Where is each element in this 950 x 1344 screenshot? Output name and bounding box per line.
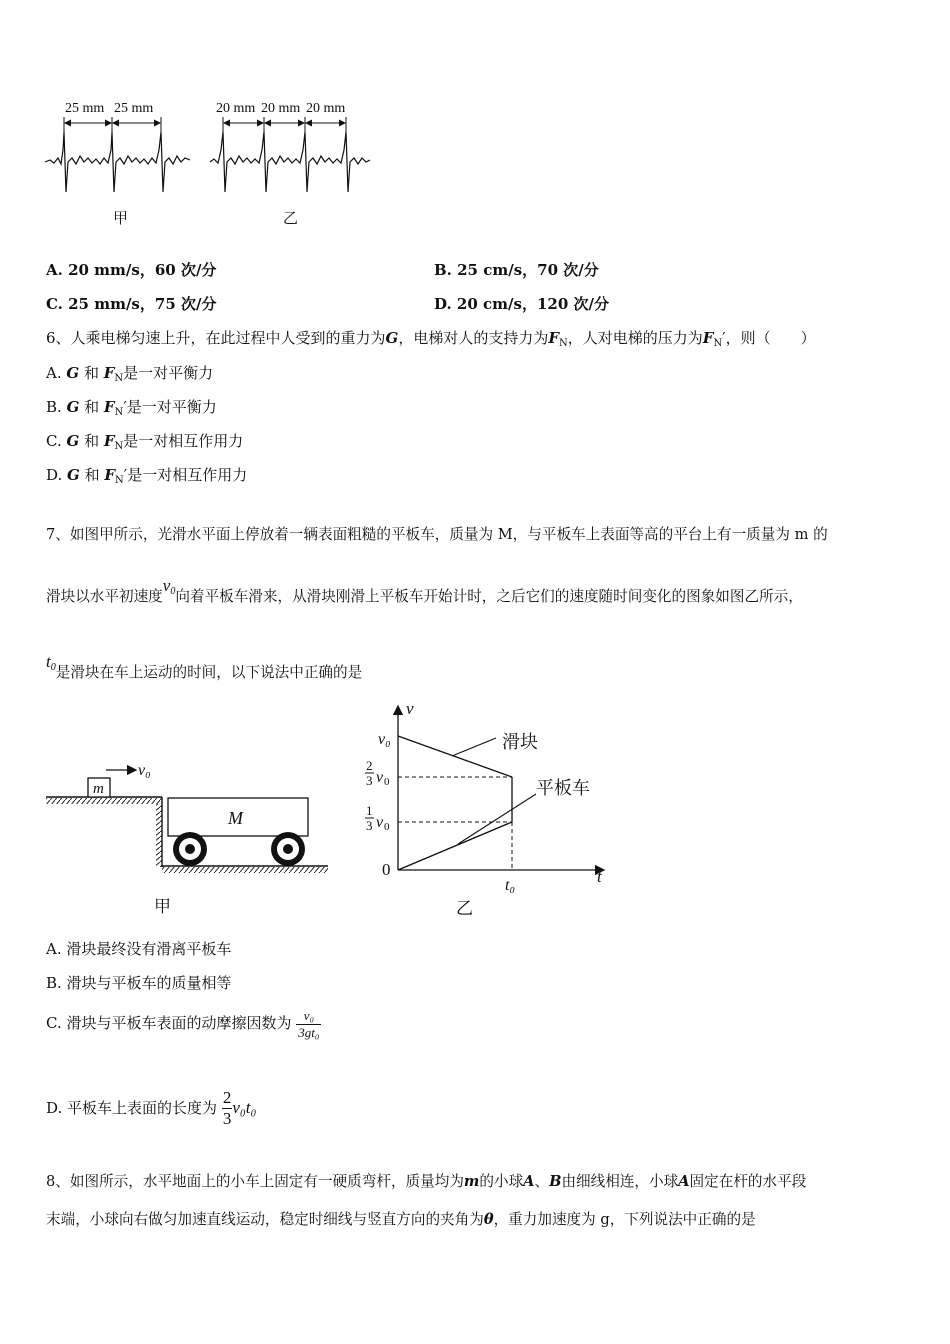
q6-b-end: 是一对平衡力 — [126, 398, 217, 416]
q6-stem-pre: 6、人乘电梯匀速上升，在此过程中人受到的重力为 — [46, 329, 386, 347]
q7-graph-v0: v₀ — [378, 731, 391, 748]
q7-graph-v-label: v — [406, 699, 414, 718]
q6-fn-prime-symbol: F — [702, 329, 714, 347]
q6-c-mid: 和 — [79, 432, 104, 450]
q7-wheel-left — [173, 832, 207, 866]
q6-d-pre: D. — [46, 466, 68, 484]
q8-line-2: 末端，小球向右做匀加速直线运动，稳定时细线与竖直方向的夹角为θ，重力加速度为 g，下列说法中正确的是 — [46, 1211, 756, 1228]
q6-a-mid: 和 — [79, 364, 104, 382]
q7-graph-t-label: t — [597, 867, 602, 886]
q7-line3-post: 是滑块在车上运动的时间，以下说法中正确的是 — [55, 664, 363, 681]
q7-graph-origin: 0 — [382, 860, 391, 879]
q6-option-c[interactable] — [46, 432, 243, 453]
q6-b-prime: ′ — [123, 398, 127, 416]
ecg-figure — [40, 92, 380, 232]
q7-cart-label: M — [228, 808, 243, 828]
q6-prime: ′ — [722, 329, 726, 347]
svg-text:v: v — [376, 814, 384, 831]
q6-a-end: 是一对平衡力 — [123, 364, 214, 382]
q7-graph-slider-label: 滑块 — [502, 732, 538, 752]
q7-option-c[interactable] — [46, 1008, 321, 1040]
q6-c-pre: C. — [46, 432, 67, 450]
q6-a-pre: A. — [46, 364, 67, 382]
ecg-right-caption: 乙 — [283, 211, 299, 227]
svg-text:v: v — [376, 769, 384, 786]
q6-g-symbol: G — [385, 329, 399, 347]
q7-line2-post: 向着平板车滑来，从滑块刚滑上平板车开始计时，之后它们的速度随时间变化的图象如图乙所示， — [175, 588, 803, 605]
q7-option-d[interactable] — [46, 1088, 256, 1130]
q6-d-sub: N — [115, 475, 124, 486]
q6-b-g: G — [66, 398, 80, 416]
q7-block-label: m — [93, 781, 104, 797]
q6-a-g: G — [66, 364, 80, 382]
q6-option-a[interactable] — [46, 364, 213, 385]
q7-d-fraction: $\frac{2}{3}$ — [222, 1088, 232, 1129]
q7-v0: $v_0$ — [162, 576, 176, 597]
q6-a-f: F — [103, 364, 115, 382]
q7-d-tail: v₀t₀ — [232, 1097, 257, 1117]
q6-a-sub: N — [114, 373, 124, 384]
q7-figure-cart — [40, 752, 340, 922]
q7-wheel-right — [271, 832, 305, 866]
q7-graph-t0: t₀ — [505, 877, 516, 894]
q6-fn-prime-sub: N — [713, 338, 723, 349]
svg-text:0: 0 — [384, 821, 390, 833]
q7-c-pre: C. 滑块与平板车表面的动摩擦因数为 — [46, 1014, 292, 1033]
q7-figure-graph — [360, 698, 620, 923]
q6-fn-sub: N — [559, 338, 568, 349]
ecg-left-trace — [45, 132, 190, 192]
q5-option-a[interactable]: A. 20 mm/s，60 次/分 — [46, 261, 217, 279]
q7-graph-cart-label: 平板车 — [536, 778, 590, 798]
q7-line2-pre: 滑块以水平初速度 — [46, 588, 163, 605]
q8-line-1: 8、如图所示，水平地面上的小车上固定有一硬质弯杆，质量均为m的小球A、B由细线相连，小球A固定在杆的水平段 — [46, 1173, 807, 1190]
q7-line-3 — [46, 652, 363, 681]
q6-stem-mid2: ，人对电梯的压力为 — [567, 329, 703, 347]
q6-d-mid: 和 — [79, 466, 105, 484]
q7-c-fraction: $\frac{\text{v₀}}{\text{3gt₀}}$ — [298, 1008, 320, 1040]
q6-c-f: F — [103, 432, 115, 450]
q6-d-f: F — [104, 466, 116, 484]
q7-t0: $t_0$ — [46, 652, 56, 673]
q7-fig-right-caption: 乙 — [456, 899, 473, 918]
q6-d-g: G — [67, 466, 80, 484]
q7-line-2 — [46, 576, 803, 605]
q6-stem-mid: ，电梯对人的支持力为 — [398, 329, 549, 347]
ecg-right-trace — [210, 132, 370, 192]
q6-b-pre: B. — [46, 398, 67, 416]
q6-b-sub: N — [114, 407, 124, 418]
q6-option-b[interactable] — [46, 398, 217, 419]
q5-option-c[interactable]: C. 25 mm/s，75 次/分 — [46, 295, 217, 313]
svg-text:3: 3 — [366, 773, 373, 788]
q6-c-sub: N — [114, 441, 124, 452]
q6-stem-end: ，则（ ） — [725, 329, 816, 347]
q6-d-prime: ′ — [123, 466, 128, 484]
q7-line-1: 7、如图甲所示，光滑水平面上停放着一辆表面粗糙的平板车，质量为 M，与平板车上表面等高的平台上有一质量为 m 的 — [46, 526, 828, 543]
svg-text:3: 3 — [366, 818, 373, 833]
ecg-left-dim-1: 25 mm — [65, 101, 105, 116]
q7-graph-cart-line — [398, 822, 512, 870]
q6-b-f: F — [103, 398, 115, 416]
q6-stem — [46, 329, 816, 350]
q7-fig-left-caption: 甲 — [154, 897, 171, 916]
q7-option-b[interactable]: B. 滑块与平板车的质量相等 — [46, 974, 232, 992]
ecg-right-dim-3: 20 mm — [306, 101, 346, 116]
q6-fn-symbol: F — [548, 329, 560, 347]
q6-c-end: 是一对相互作用力 — [123, 432, 244, 450]
q5-option-b[interactable]: B. 25 cm/s，70 次/分 — [434, 261, 599, 279]
q6-option-d[interactable] — [46, 466, 247, 487]
q5-option-d[interactable]: D. 20 cm/s，120 次/分 — [434, 295, 609, 313]
q6-d-end: 是一对相互作用力 — [127, 466, 248, 484]
ecg-left-caption: 甲 — [113, 211, 129, 227]
ecg-right-dim-2: 20 mm — [261, 101, 301, 116]
q7-v0-label: v₀ — [138, 762, 151, 779]
q6-c-g: G — [66, 432, 80, 450]
q7-option-a[interactable]: A. 滑块最终没有滑离平板车 — [46, 940, 232, 958]
ecg-left-dim-2: 25 mm — [114, 101, 154, 116]
ecg-right-dim-1: 20 mm — [216, 101, 256, 116]
q7-d-pre: D. 平板车上表面的长度为 — [46, 1098, 218, 1117]
q6-b-mid: 和 — [79, 398, 104, 416]
q7-graph-slider-line — [398, 736, 512, 777]
svg-text:2: 2 — [366, 758, 373, 773]
svg-text:1: 1 — [366, 803, 373, 818]
svg-text:0: 0 — [384, 776, 390, 788]
